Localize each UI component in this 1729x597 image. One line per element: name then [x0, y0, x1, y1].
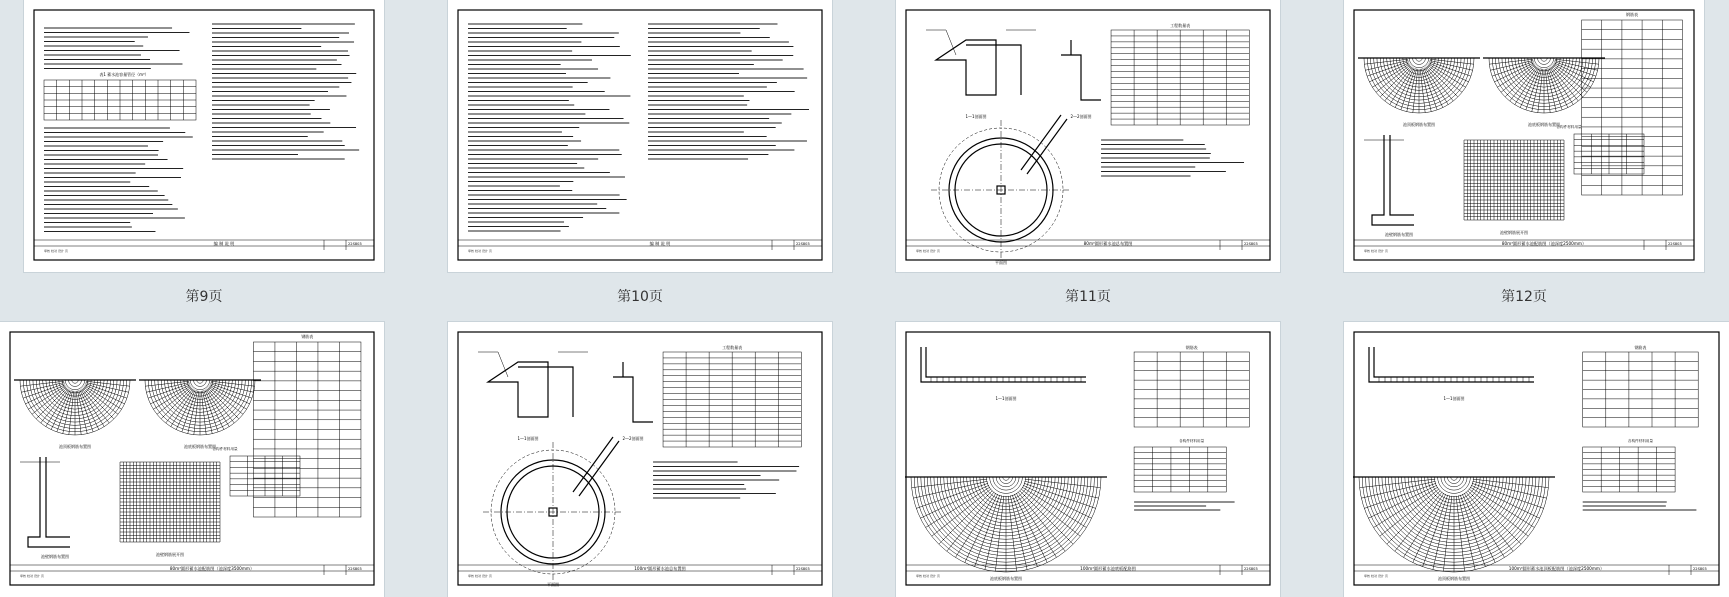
page-thumbnail-14[interactable] — [448, 322, 832, 597]
rebar-radial — [76, 391, 81, 435]
rebar-radial — [912, 479, 988, 488]
page-thumbnail-16[interactable] — [1344, 322, 1729, 597]
rebar-radial — [1430, 59, 1474, 64]
wall-mesh — [120, 462, 220, 542]
rebar-radial — [1369, 63, 1409, 82]
drawing-code: 22S803 — [796, 242, 810, 246]
rebar-radial — [157, 387, 191, 414]
rebar-radial — [84, 387, 118, 414]
page-14-drawing — [448, 322, 832, 597]
page-thumbnail-9[interactable] — [24, 0, 384, 272]
page-thumbnail-13[interactable] — [0, 322, 384, 597]
rebar-radial — [1545, 69, 1550, 113]
wall-label: 池壁钢筋布置图 — [41, 554, 69, 559]
table-title: 表1 蓄水池容量管径（m³） — [99, 72, 149, 77]
rebar-radial — [1019, 490, 1073, 544]
rebar-radial — [1505, 66, 1536, 97]
rebar-radial — [51, 390, 70, 430]
rebar-radial — [210, 384, 252, 399]
rebar-table-title: 钢筋表 — [1185, 345, 1198, 350]
page-15-drawing — [896, 322, 1280, 597]
rebar-radial — [145, 381, 189, 386]
rebar-radial — [1426, 67, 1453, 101]
rebar-radial — [85, 385, 125, 404]
section-b-outline — [1061, 40, 1101, 100]
rebar-radial — [85, 384, 127, 399]
section-b-label: 2—2剖面图 — [1070, 114, 1092, 119]
rebar-radial — [1367, 62, 1409, 77]
page-label-9[interactable]: 第9页 — [185, 289, 223, 305]
rebar-ring — [190, 380, 209, 390]
drawing-title: 80m³圆形蓄水池配筋图（池深度3500mm） — [169, 566, 255, 571]
rebar-table-title: 钢筋表 — [1634, 345, 1647, 350]
mesh-label: 池壁钢筋展开图 — [1500, 230, 1528, 235]
section-outline — [488, 362, 573, 417]
rebar-radial — [176, 390, 195, 430]
plan-inlet-pipe — [1021, 115, 1067, 174]
rebar-radial — [1423, 495, 1448, 567]
title-block-signatures: 审核 校对 设计 页 — [20, 574, 44, 578]
rebar-radial — [32, 387, 66, 414]
rebar-radial — [1462, 494, 1495, 562]
rebar-radial — [83, 388, 114, 419]
rebar-radial — [1492, 62, 1534, 77]
rebar-radial — [1443, 496, 1452, 572]
rebar-radial — [1395, 68, 1414, 108]
rebar-radial — [210, 385, 250, 404]
half-plan-label: 池底板钢筋布置图 — [990, 576, 1022, 581]
rebar-radial — [1473, 479, 1549, 488]
section-rebar-ticks — [931, 377, 1081, 382]
drawing-title: 80m³圆形蓄水池总布置图 — [1083, 241, 1133, 246]
roof-slab-rebar — [1358, 58, 1480, 113]
rebar-table-title: 钢筋表 — [301, 334, 314, 339]
rebar-radial — [23, 384, 65, 399]
rebar-radial — [209, 387, 243, 414]
drawing-code: 22S803 — [1668, 242, 1682, 246]
rebar-radial — [1549, 68, 1568, 108]
rebar-radial — [1471, 485, 1539, 518]
rebar-radial — [1401, 68, 1416, 110]
rebar-radial — [69, 391, 74, 435]
rebar-radial — [1423, 68, 1438, 110]
title-block-signatures: 审核 校对 设计 页 — [44, 249, 68, 253]
page-label-10[interactable]: 第10页 — [617, 289, 663, 305]
half-plan-rebar — [905, 477, 1107, 572]
roof-slab-label: 池顶板钢筋布置图 — [1403, 122, 1435, 127]
rebar-radial — [148, 384, 190, 399]
drawing-code: 22S803 — [796, 567, 810, 571]
rebar-radial — [920, 485, 988, 518]
rebar-radial — [1014, 494, 1047, 562]
section-b-outline — [613, 362, 653, 422]
drawing-title: 100m³圆形蓄水池总布置图 — [634, 566, 686, 571]
rebar-radial — [1472, 483, 1544, 508]
mesh-label: 池壁钢筋展开图 — [156, 552, 184, 557]
drawing-code: 22S803 — [1244, 242, 1258, 246]
plan-label: 平面图 — [547, 582, 559, 587]
rebar-radial — [1526, 68, 1541, 110]
section-label: 1—1剖面图 — [1443, 396, 1465, 401]
section-b-label: 2—2剖面图 — [622, 436, 644, 441]
rebar-radial — [1551, 67, 1578, 101]
drawing-title: 100m³圆形蓄水池底板配筋图 — [1080, 566, 1136, 571]
section-outline — [921, 347, 1086, 382]
rebar-radial — [82, 389, 109, 423]
wall-mesh — [1464, 140, 1564, 220]
rebar-radial — [1364, 59, 1408, 64]
rebar-radial — [182, 390, 197, 432]
page-label-12[interactable]: 第12页 — [1501, 289, 1547, 305]
floor-slab-rebar — [1483, 58, 1605, 113]
rebar-radial — [1025, 479, 1101, 488]
rebar-radial — [965, 494, 998, 562]
page-thumbnail-15[interactable] — [896, 322, 1280, 597]
rebar-ring — [1438, 477, 1471, 493]
rebar-radial — [1424, 68, 1443, 108]
rebar-ring — [1534, 58, 1553, 68]
rebar-radial — [1376, 65, 1410, 92]
rebar-radial — [1555, 59, 1599, 64]
rebar-radial — [1380, 66, 1411, 97]
roof-slab-label: 池顶板钢筋布置图 — [59, 444, 91, 449]
material-table-title: 各构件材料用量 — [1627, 439, 1654, 443]
section-label: 1—1剖面图 — [995, 396, 1017, 401]
rebar-radial — [1385, 67, 1412, 101]
rebar-radial — [1024, 483, 1096, 508]
plan-inlet-pipe — [573, 437, 619, 496]
title-block-signatures: 审核 校对 设计 页 — [916, 574, 940, 578]
half-plan-rebar — [1353, 477, 1555, 572]
rebar-radial — [1429, 63, 1469, 82]
quantity-table-title: 工程数量表 — [722, 345, 743, 350]
rebar-radial — [1510, 67, 1537, 101]
rebar-ring — [1444, 477, 1464, 487]
rebar-radial — [1360, 479, 1436, 488]
rebar-radial — [1460, 495, 1485, 567]
rebar-radial — [1520, 68, 1539, 108]
rebar-radial — [1420, 69, 1425, 113]
drawing-code: 22S803 — [348, 567, 362, 571]
rebar-radial — [1427, 66, 1458, 97]
drawing-frame — [1354, 10, 1694, 260]
material-table-title: 各构件材料用量 — [1179, 439, 1205, 443]
rebar-radial — [204, 390, 219, 432]
rebar-radial — [194, 391, 199, 435]
rebar-radial — [201, 391, 206, 435]
plan-label: 平面图 — [995, 260, 1007, 265]
page-label-11[interactable]: 第11页 — [1065, 289, 1111, 305]
rebar-radial — [41, 389, 68, 423]
rebar-radial — [975, 495, 1000, 567]
rebar-radial — [1387, 490, 1441, 544]
rebar-radial — [1501, 65, 1535, 92]
page-thumbnail-10[interactable] — [448, 0, 832, 272]
rebar-radial — [205, 390, 224, 430]
title-block-signatures: 审核 校对 设计 页 — [916, 249, 940, 253]
rebar-radial — [57, 390, 72, 432]
drawing-title: 80m³圆形蓄水池配筋图（池深度2500mm） — [1501, 241, 1587, 246]
drawing-title: 编 制 说 明 — [649, 241, 671, 246]
rebar-radial — [1429, 62, 1471, 77]
rebar-radial — [1554, 62, 1596, 77]
rebar-radial — [995, 496, 1004, 572]
rebar-radial — [1489, 59, 1533, 64]
rebar-radial — [25, 385, 65, 404]
section-a-label: 1—1剖面图 — [517, 436, 539, 441]
material-table-title: 各构件材料用量 — [212, 447, 238, 451]
rebar-radial — [161, 388, 192, 419]
page-13-drawing — [0, 322, 384, 597]
rebar-radial — [1008, 496, 1017, 572]
rebar-radial — [208, 388, 239, 419]
section-outline — [936, 40, 1021, 95]
rebar-table-title: 钢筋表 — [1626, 12, 1638, 17]
drawing-title: 编 制 说 明 — [213, 241, 235, 246]
rebar-radial — [1012, 495, 1037, 567]
rebar-radial — [80, 390, 99, 430]
rebar-radial — [1413, 494, 1446, 562]
wall-label: 池壁钢筋布置图 — [1385, 232, 1413, 237]
rebar-radial — [916, 483, 988, 508]
section-a-label: 1—1剖面图 — [965, 114, 987, 119]
rebar-radial — [1538, 69, 1543, 113]
drawing-code: 22S803 — [1693, 567, 1707, 571]
rebar-radial — [211, 381, 255, 386]
page-thumbnail-11[interactable] — [896, 0, 1280, 272]
drawing-title: 100m³圆形蓄水池顶板配筋图（池深度2500mm） — [1508, 566, 1605, 571]
rebar-radial — [1456, 496, 1465, 572]
section-pipe — [926, 30, 1036, 55]
page-thumbnail-12[interactable] — [1344, 0, 1704, 272]
drawing-code: 22S803 — [1244, 567, 1258, 571]
section-outline — [1369, 347, 1534, 382]
rebar-ring — [65, 380, 84, 390]
rebar-radial — [1364, 483, 1436, 508]
page-9-drawing — [24, 0, 384, 272]
rebar-radial — [86, 381, 130, 386]
rebar-radial — [1428, 65, 1462, 92]
rebar-radial — [1494, 63, 1534, 82]
wall-section — [1372, 135, 1414, 225]
title-block-signatures: 审核 校对 设计 页 — [1364, 574, 1388, 578]
section-pipe — [478, 352, 588, 377]
title-block-signatures: 审核 校对 设计 页 — [468, 574, 492, 578]
page-10-drawing — [448, 0, 832, 272]
roof-slab-rebar — [14, 380, 136, 435]
rebar-radial — [1413, 69, 1418, 113]
rebar-radial — [1368, 485, 1436, 518]
rebar-radial — [166, 389, 193, 423]
rebar-radial — [207, 389, 234, 423]
rebar-radial — [1554, 63, 1594, 82]
rebar-ring — [1409, 58, 1428, 68]
rebar-radial — [1548, 68, 1563, 110]
title-block-signatures: 审核 校对 设计 页 — [468, 249, 492, 253]
rebar-ring — [996, 477, 1016, 487]
floor-slab-label: 池底板钢筋布置图 — [184, 444, 216, 449]
rebar-ring — [990, 477, 1023, 493]
section-rebar-ticks — [1379, 377, 1529, 382]
rebar-radial — [150, 385, 190, 404]
rebar-radial — [1552, 66, 1583, 97]
rebar-radial — [1023, 485, 1091, 518]
material-table-title: 各构件材料用量 — [1556, 125, 1582, 129]
title-block-signatures: 审核 校对 设计 页 — [1364, 249, 1388, 253]
drawing-code: 22S803 — [348, 242, 362, 246]
rebar-radial — [20, 381, 64, 386]
rebar-radial — [36, 388, 67, 419]
half-plan-label: 池顶板钢筋布置图 — [1438, 576, 1470, 581]
floor-slab-label: 池底板钢筋布置图 — [1528, 122, 1560, 127]
wall-section — [28, 457, 70, 547]
rebar-radial — [79, 390, 94, 432]
rebar-radial — [1467, 490, 1521, 544]
page-11-drawing — [896, 0, 1280, 272]
floor-slab-rebar — [139, 380, 261, 435]
page-12-drawing — [1344, 0, 1704, 272]
rebar-radial — [939, 490, 993, 544]
quantity-table-title: 工程数量表 — [1170, 23, 1191, 28]
page-16-drawing — [1344, 322, 1729, 597]
